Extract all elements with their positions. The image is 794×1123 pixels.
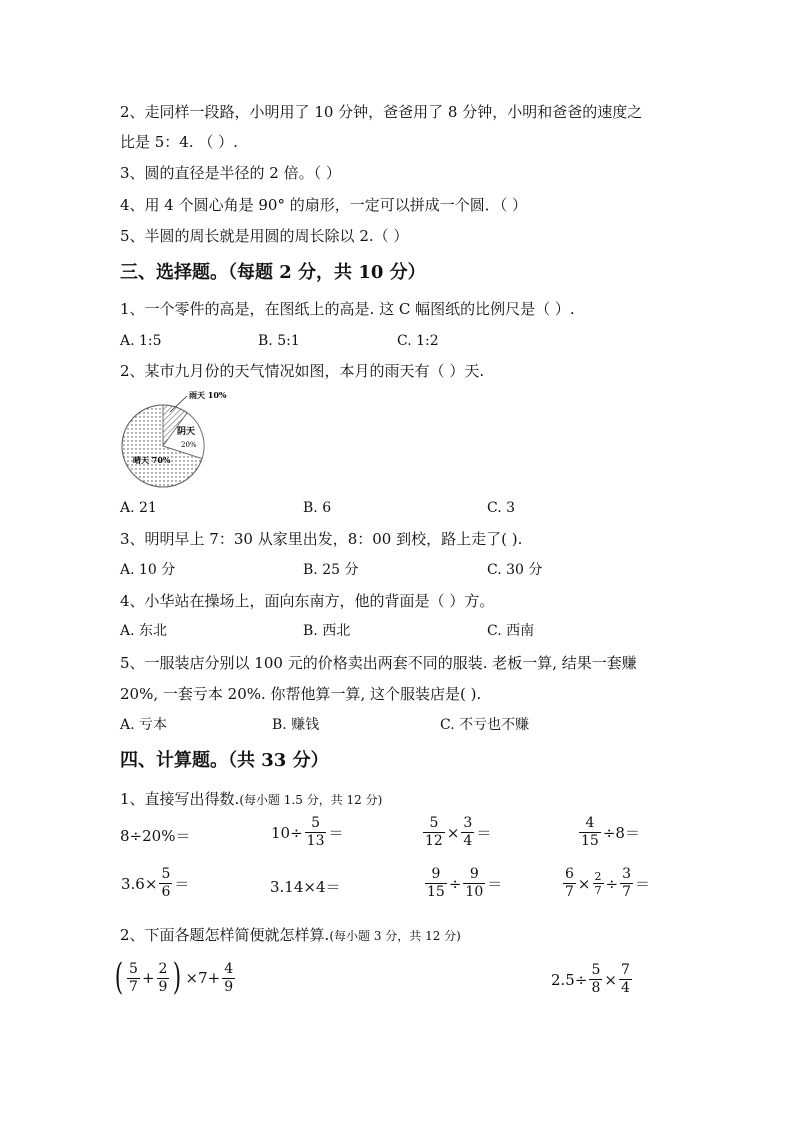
pie-label-sunny: 晴天 70% (133, 455, 171, 465)
calc-r1-e3-d1: 12 (425, 833, 443, 849)
simplify-expr-1-frac3 (222, 961, 235, 996)
s3-q5-option-b: B. 赚钱 (272, 717, 320, 733)
calc-r2-e3-frac2 (463, 866, 485, 901)
simplify-expr-2-frac1 (589, 962, 602, 997)
s3-q4-option-b: B. 西北 (303, 623, 351, 639)
calc-r1-e2-eq: ＝ (328, 824, 344, 842)
calc-r1-e2-fraction (305, 815, 327, 850)
calc-r1-e3 (422, 815, 492, 850)
s3-q3-text: 3、明明早上 7：30 从家里出发，8：00 到校，路上走了( ). (120, 530, 523, 548)
s3-q4-option-a: A. 东北 (120, 623, 168, 639)
simplify-expr-2-n1: 5 (591, 962, 601, 978)
s3-q1-option-a: A. 1:5 (120, 333, 162, 349)
judge-q2-line2: 比是 5：4. （ ）. (120, 133, 238, 151)
calc-r2-e3-eq: ＝ (487, 875, 503, 893)
calc-r1-e2 (270, 815, 345, 850)
calc-r2-e3-d1: 15 (427, 884, 445, 900)
calc-r2-e4-n2: 2 (594, 870, 602, 883)
calc-r2-e2 (270, 874, 341, 898)
s3-q3-option-b: B. 25 分 (303, 562, 359, 578)
calc-r2-e3-n1: 9 (431, 866, 441, 882)
simplify-expr-1-n1: 5 (129, 960, 138, 977)
calc-r1-e3-n2: 3 (463, 815, 473, 831)
calc-r2-e4-frac3 (620, 866, 633, 901)
simplify-expr-1-n3: 4 (224, 960, 234, 977)
simplify-expr-2-n2: 7 (620, 962, 630, 978)
judge-q5: 5、半圆的周长就是用圆的周长除以 2.（ ） (120, 227, 409, 245)
pie-label-cloudy: 阴天 (177, 427, 196, 437)
simplify-expr-2-d1: 8 (591, 980, 601, 996)
calc-r1-e2-num: 5 (311, 815, 321, 831)
simplify-expr-1-d3: 9 (224, 978, 234, 995)
simplify-expr-2-op: × (604, 970, 617, 989)
calc-r2-e4-d2: 7 (594, 884, 602, 897)
calc-r2-e1-num: 5 (161, 866, 171, 882)
calc-r2-e1 (120, 866, 190, 901)
s4-q2-title (120, 925, 461, 946)
simplify-expr-1-frac2 (157, 961, 170, 996)
simplify-expr-2 (550, 962, 633, 997)
s3-q5-option-c: C. 不亏也不赚 (440, 717, 530, 733)
calc-r1-e3-d2: 4 (463, 833, 473, 849)
simplify-expr-1-rparen: ) (173, 957, 182, 998)
judge-q3: 3、圆的直径是半径的 2 倍。（ ） (120, 164, 341, 182)
calc-r2-e3-frac1 (425, 866, 447, 901)
s4-q1-note: (每小题 1.5 分，共 12 分) (239, 793, 383, 807)
calc-r2-e4 (562, 866, 651, 901)
calc-r2-e4-op2: ÷ (605, 874, 619, 893)
s4-q1-title-text: 1、直接写出得数. (120, 790, 240, 808)
calc-r1-e3-op: × (446, 823, 460, 842)
judge-q4: 4、用 4 个圆心角是 90° 的扇形，一定可以拼成一个圆．（ ） (120, 196, 528, 214)
calc-r1-e4-d1: 15 (581, 833, 599, 849)
s3-q2-option-a: A. 21 (120, 500, 157, 516)
s4-q1-title (120, 789, 382, 810)
weather-pie-chart (115, 384, 265, 494)
calc-r2-e4-frac2 (593, 870, 604, 897)
calc-r2-e3 (424, 866, 503, 901)
calc-r1-e3-eq: ＝ (476, 824, 492, 842)
calc-r2-e2-text: 3.14×4＝ (270, 877, 341, 896)
s3-q5-text-line1: 5、一服装店分别以 100 元的价格卖出两套不同的服装. 老板一算, 结果一套赚 (120, 654, 637, 672)
s3-q3-option-a: A. 10 分 (120, 562, 176, 578)
simplify-expr-1-mid: ×7+ (185, 969, 221, 987)
simplify-expr-1 (112, 957, 236, 998)
simplify-expr-1-frac1 (127, 961, 140, 996)
calc-r1-e4-rest: ÷8＝ (602, 824, 640, 842)
calc-r2-e4-n1: 6 (565, 866, 574, 882)
simplify-expr-2-frac2 (619, 962, 632, 997)
section3-title: 三、选择题。（每题 2 分，共 10 分） (120, 262, 426, 283)
s3-q4-option-c: C. 西南 (487, 623, 535, 639)
calc-r1-e2-den: 13 (306, 833, 325, 849)
calc-r2-e1-eq: ＝ (174, 875, 190, 893)
calc-r2-e3-op: ÷ (448, 874, 462, 893)
simplify-expr-1-d2: 9 (158, 978, 168, 995)
calc-r2-e3-n2: 9 (469, 866, 479, 882)
pie-label-rain: 雨天 10% (189, 390, 227, 400)
judge-q2-line1: 2、走同样一段路，小明用了 10 分钟，爸爸用了 8 分钟，小明和爸爸的速度之 (120, 103, 643, 121)
calc-r2-e4-eq: ＝ (635, 875, 651, 893)
calc-r1-e3-frac2 (461, 815, 474, 850)
s3-q5-text-line2: 20%, 一套亏本 20%. 你帮他算一算, 这个服装店是( ). (120, 685, 482, 703)
calc-r1-e1 (120, 823, 190, 847)
calc-r2-e4-op1: × (577, 874, 591, 893)
calc-r1-e3-n1: 5 (429, 815, 439, 831)
calc-r2-e4-n3: 3 (622, 866, 631, 882)
calc-r2-e1-fraction (159, 866, 172, 901)
simplify-expr-1-lparen: ( (114, 957, 124, 998)
s3-q1-text: 1、一个零件的高是，在图纸上的高是. 这 C 幅图纸的比例尺是（ ）. (120, 300, 575, 318)
s3-q2-text: 2、某市九月份的天气情况如图，本月的雨天有（ ）天. (120, 362, 485, 380)
simplify-expr-2-d2: 4 (620, 980, 630, 996)
s3-q1-option-b: B. 5:1 (258, 333, 300, 349)
s3-q4-text: 4、小华站在操场上，面向东南方，他的背面是（ ）方。 (120, 592, 495, 610)
pie-label-cloudy-pct: 20% (181, 441, 197, 449)
s3-q3-option-c: C. 30 分 (487, 562, 543, 578)
calc-r2-e4-d3: 7 (622, 884, 631, 900)
section4-title: 四、计算题。（共 33 分） (120, 750, 329, 771)
calc-r1-e4-n1: 4 (585, 815, 595, 831)
s4-q2-title-text: 2、下面各题怎样简便就怎样算. (120, 926, 330, 944)
simplify-expr-1-d1: 7 (129, 978, 138, 995)
simplify-expr-2-prefix: 2.5÷ (551, 970, 588, 989)
s3-q2-option-c: C. 3 (487, 500, 516, 516)
s3-q5-option-a: A. 亏本 (120, 717, 168, 733)
calc-r2-e3-d2: 10 (465, 884, 484, 900)
calc-r1-e3-frac1 (423, 815, 445, 850)
calc-r1-e2-prefix: 10÷ (271, 823, 303, 842)
simplify-expr-1-plus: + (141, 969, 155, 987)
s3-q2-option-b: B. 6 (303, 500, 332, 516)
calc-r2-e1-prefix: 3.6× (121, 874, 158, 893)
calc-r2-e1-den: 6 (161, 884, 171, 900)
calc-r2-e4-d1: 7 (565, 884, 574, 900)
simplify-expr-1-n2: 2 (158, 960, 168, 977)
calc-r1-e4-frac (579, 815, 601, 850)
calc-r1-e1-text: 8÷20%＝ (120, 826, 191, 845)
calc-r2-e4-frac1 (563, 866, 576, 901)
calc-r1-e4 (578, 815, 641, 850)
s4-q2-note: (每小题 3 分，共 12 分) (329, 929, 461, 943)
s3-q1-option-c: C. 1:2 (397, 333, 439, 349)
